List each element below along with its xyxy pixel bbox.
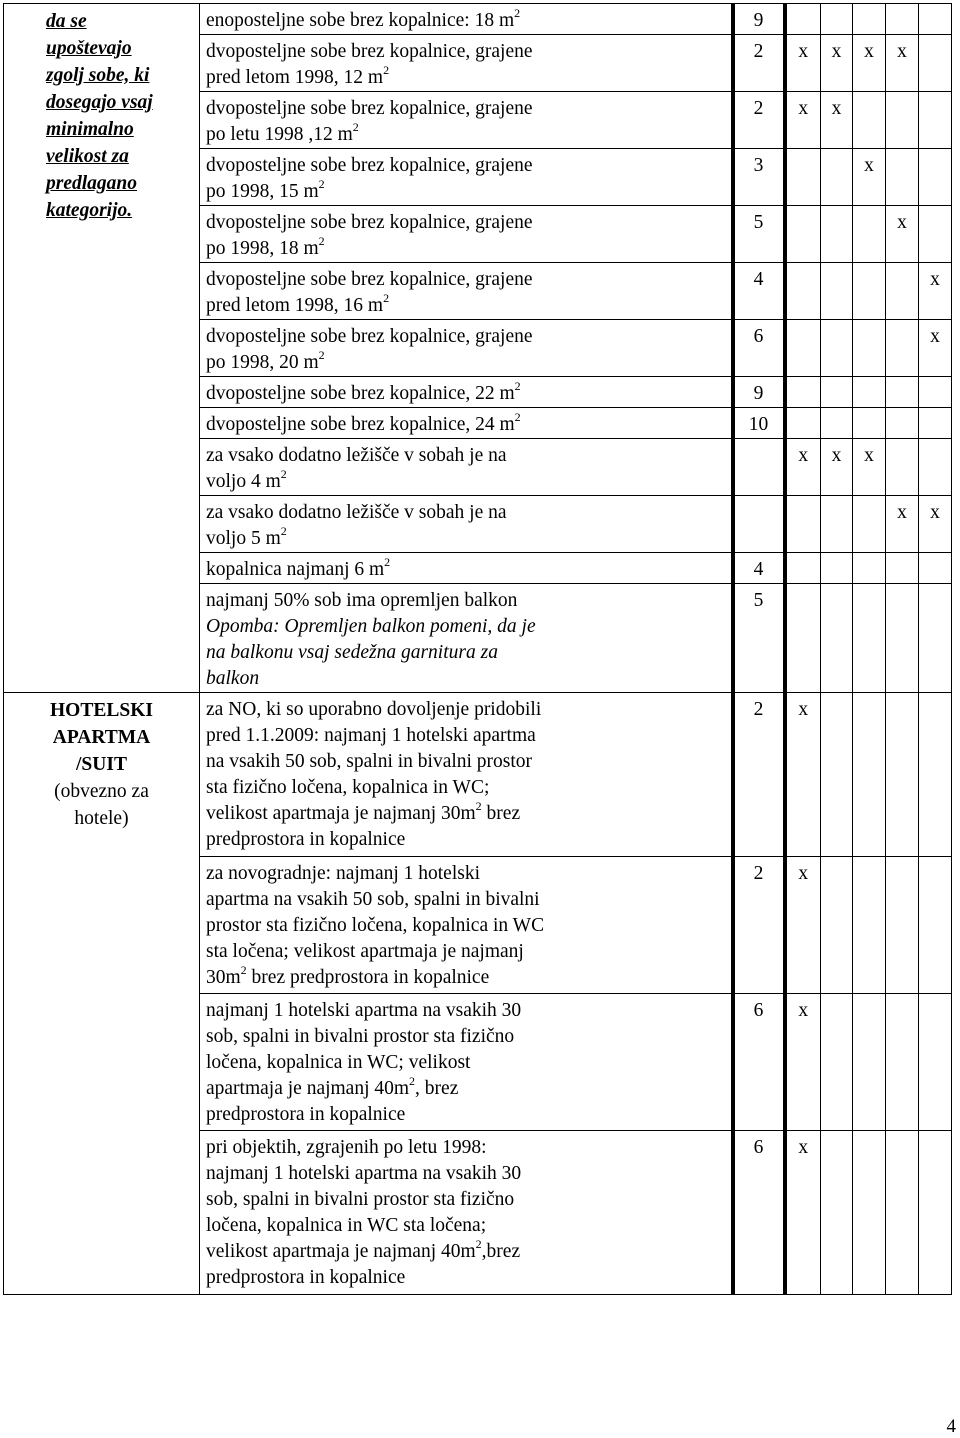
left-note	[4, 4, 199, 224]
category-4-mark	[886, 857, 919, 994]
criterion-line: velikost apartmaja je najmanj $40m^2,brez$	[206, 1236, 521, 1262]
category-1-mark	[785, 439, 821, 496]
category-5-mark	[919, 1131, 952, 1295]
category-5-mark	[919, 320, 952, 377]
category-3-mark	[853, 439, 886, 496]
points-cell	[733, 206, 785, 263]
category-2-mark	[821, 693, 853, 857]
hotel-section-cell	[4, 693, 200, 1295]
criterion-line: za vsako dodatno ležišče v sobah je na	[206, 445, 507, 466]
left-note-line: predlagano	[46, 173, 138, 194]
mark-value: x	[831, 41, 842, 62]
criterion-line: po letu 1998 ,12 $m^2$	[206, 119, 359, 145]
category-2-mark	[821, 584, 853, 693]
category-1-mark	[785, 553, 821, 584]
category-4-mark	[886, 92, 919, 149]
criterion-description	[200, 584, 733, 693]
category-4-mark	[886, 320, 919, 377]
category-4-mark	[886, 584, 919, 693]
points-cell	[733, 1131, 785, 1295]
criterion-line: za NO, ki so uporabno dovoljenje pridobili	[206, 699, 542, 720]
points-value: 10	[748, 414, 769, 435]
criterion-description	[200, 553, 733, 584]
note-line: Opomba: Opremljen balkon pomeni, da je	[206, 616, 536, 637]
points-cell	[733, 92, 785, 149]
left-note-line: dosegajo vsaj	[46, 92, 153, 113]
criteria-table	[3, 3, 952, 1295]
category-4-mark	[886, 149, 919, 206]
criterion-description	[200, 320, 733, 377]
criterion-line: sta ločena; velikost apartmaja je najmanj	[206, 941, 524, 962]
category-4-mark	[886, 693, 919, 857]
category-5-mark	[919, 994, 952, 1131]
criterion-line: sta fizično ločena, kopalnica in WC;	[206, 777, 490, 798]
category-2-mark	[821, 496, 853, 553]
category-3-mark	[853, 206, 886, 263]
points-cell	[733, 693, 785, 857]
left-note-line: upoštevajo	[46, 38, 132, 59]
criterion-line: po 1998, 20 $m^2$	[206, 347, 325, 373]
criterion-line: dvoposteljne sobe brez kopalnice, 22 $m^2$	[206, 378, 521, 404]
criterion-line: za vsako dodatno ležišče v sobah je na	[206, 502, 507, 523]
criterion-description	[200, 206, 733, 263]
category-4-mark	[886, 4, 919, 35]
category-3-mark	[853, 408, 886, 439]
points-cell	[733, 4, 785, 35]
points-cell	[733, 35, 785, 92]
criterion-line: dvoposteljne sobe brez kopalnice, grajene	[206, 98, 533, 119]
criterion-line: voljo 5 $m^2$	[206, 523, 287, 549]
note-line: na balkonu vsaj sedežna garnitura za	[206, 642, 498, 663]
criterion-line: pred letom 1998, 12 $m^2$	[206, 62, 390, 88]
mark-value: x	[897, 502, 907, 523]
criterion-description	[200, 693, 733, 857]
category-4-mark	[886, 206, 919, 263]
category-1-mark	[785, 584, 821, 693]
criterion-line: na vsakih 50 sob, spalni in bivalni prostor	[206, 751, 533, 772]
category-1-mark	[785, 408, 821, 439]
category-5-mark	[919, 439, 952, 496]
points-value: 9	[753, 10, 764, 31]
criterion-line: apartma na vsakih 50 sob, spalni in bivalni	[206, 889, 540, 910]
points-value: 5	[753, 212, 764, 233]
category-4-mark	[886, 263, 919, 320]
category-2-mark	[821, 553, 853, 584]
criterion-description	[200, 35, 733, 92]
category-3-mark	[853, 496, 886, 553]
category-5-mark	[919, 4, 952, 35]
points-value: 5	[753, 590, 764, 611]
mark-value: x	[798, 1000, 809, 1021]
criterion-line: najmanj 50% sob ima opremljen balkon	[206, 590, 518, 611]
category-1-mark	[785, 496, 821, 553]
category-4-mark	[886, 439, 919, 496]
criterion-line: prostor sta fizično ločena, kopalnica in WC	[206, 915, 545, 936]
points-value: 2	[753, 98, 764, 119]
category-3-mark	[853, 4, 886, 35]
category-4-mark	[886, 553, 919, 584]
category-2-mark	[821, 263, 853, 320]
criterion-line: najmanj 1 hotelski apartma na vsakih 30	[206, 1163, 522, 1184]
criterion-line: predprostora in kopalnice	[206, 1267, 406, 1288]
mark-value: x	[897, 212, 907, 233]
page-number: 4	[946, 1416, 956, 1437]
criterion-line: pri objektih, zgrajenih po letu 1998:	[206, 1137, 487, 1158]
category-2-mark	[821, 4, 853, 35]
points-value: 2	[753, 699, 764, 720]
points-cell	[733, 496, 785, 553]
category-2-mark	[821, 149, 853, 206]
left-note-line: velikost za	[46, 146, 129, 167]
points-cell	[733, 149, 785, 206]
points-cell	[733, 320, 785, 377]
points-value: 6	[753, 326, 764, 347]
mark-value: x	[831, 98, 842, 119]
category-3-mark	[853, 92, 886, 149]
points-cell	[733, 584, 785, 693]
criterion-line: pred 1.1.2009: najmanj 1 hotelski apartma	[206, 725, 536, 746]
category-1-mark	[785, 1131, 821, 1295]
category-4-mark	[886, 408, 919, 439]
criterion-line: dvoposteljne sobe brez kopalnice, grajene	[206, 41, 533, 62]
category-3-mark	[853, 857, 886, 994]
points-value: 2	[753, 863, 764, 884]
category-5-mark	[919, 553, 952, 584]
category-3-mark	[853, 553, 886, 584]
category-4-mark	[886, 1131, 919, 1295]
left-note-line: minimalno	[46, 119, 134, 140]
criterion-line: dvoposteljne sobe brez kopalnice, grajene	[206, 212, 533, 233]
points-value: 2	[753, 41, 764, 62]
mark-value: x	[930, 269, 940, 290]
criterion-line: najmanj 1 hotelski apartma na vsakih 30	[206, 1000, 522, 1021]
mark-value: x	[798, 445, 809, 466]
criterion-line: kopalnica najmanj 6 $m^2$	[206, 554, 391, 580]
points-value: 4	[753, 269, 764, 290]
category-3-mark	[853, 377, 886, 408]
criterion-description	[200, 1131, 733, 1295]
category-5-mark	[919, 149, 952, 206]
points-cell	[733, 263, 785, 320]
category-1-mark	[785, 320, 821, 377]
category-3-mark	[853, 693, 886, 857]
hotel-title-line: HOTELSKI	[50, 700, 153, 721]
left-note-line: da se	[46, 11, 87, 32]
criterion-line: ločena, kopalnica in WC sta ločena;	[206, 1215, 487, 1236]
category-4-mark	[886, 35, 919, 92]
category-2-mark	[821, 439, 853, 496]
category-3-mark	[853, 320, 886, 377]
category-3-mark	[853, 994, 886, 1131]
criterion-line: voljo 4 $m^2$	[206, 466, 287, 492]
hotel_row-row	[4, 693, 952, 857]
criterion-line: apartmaja je najmanj $40m^2$, brez	[206, 1073, 459, 1099]
criterion-line: po 1998, 18 $m^2$	[206, 233, 325, 259]
category-5-mark	[919, 857, 952, 994]
hotel-subtitle-line: hotele)	[74, 808, 129, 829]
category-1-mark	[785, 263, 821, 320]
row-row	[4, 4, 952, 35]
mark-value: x	[798, 699, 809, 720]
category-4-mark	[886, 994, 919, 1131]
category-5-mark	[919, 496, 952, 553]
criterion-line: dvoposteljne sobe brez kopalnice, grajene	[206, 326, 533, 347]
points-value: 3	[753, 155, 764, 176]
category-5-mark	[919, 263, 952, 320]
category-3-mark	[853, 149, 886, 206]
category-5-mark	[919, 35, 952, 92]
criterion-line: po 1998, 15 $m^2$	[206, 176, 325, 202]
category-1-mark	[785, 149, 821, 206]
points-value: 6	[753, 1000, 764, 1021]
criterion-description	[200, 994, 733, 1131]
category-5-mark	[919, 408, 952, 439]
category-2-mark	[821, 35, 853, 92]
category-2-mark	[821, 206, 853, 263]
category-1-mark	[785, 35, 821, 92]
criterion-description	[200, 408, 733, 439]
points-value: 9	[753, 383, 764, 404]
category-1-mark	[785, 857, 821, 994]
hotel-title-line: APARTMA	[52, 727, 151, 748]
hotel-section-title	[4, 693, 199, 832]
hotel-subtitle-line: (obvezno za	[54, 781, 149, 802]
category-2-mark	[821, 994, 853, 1131]
criterion-description	[200, 4, 733, 35]
category-5-mark	[919, 693, 952, 857]
criterion-line: predprostora in kopalnice	[206, 829, 406, 850]
criterion-line: pred letom 1998, 16 $m^2$	[206, 290, 390, 316]
points-value: 4	[753, 559, 764, 580]
criterion-description	[200, 857, 733, 994]
criterion-description	[200, 263, 733, 320]
mark-value: x	[831, 445, 842, 466]
criterion-description	[200, 149, 733, 206]
criterion-line: dvoposteljne sobe brez kopalnice, 24 $m^2$	[206, 409, 521, 435]
category-3-mark	[853, 1131, 886, 1295]
criterion-line: dvoposteljne sobe brez kopalnice, grajene	[206, 155, 533, 176]
mark-value: x	[864, 445, 874, 466]
criterion-line: enoposteljne sobe brez kopalnice: 18 $m^2$	[206, 5, 521, 31]
mark-value: x	[798, 98, 809, 119]
points-cell	[733, 857, 785, 994]
category-1-mark	[785, 92, 821, 149]
category-3-mark	[853, 584, 886, 693]
category-2-mark	[821, 857, 853, 994]
points-cell	[733, 439, 785, 496]
category-5-mark	[919, 206, 952, 263]
category-2-mark	[821, 408, 853, 439]
category-2-mark	[821, 1131, 853, 1295]
points-value: 6	[753, 1137, 764, 1158]
left-note-cell	[4, 4, 200, 693]
category-3-mark	[853, 35, 886, 92]
mark-value: x	[798, 863, 809, 884]
category-4-mark	[886, 496, 919, 553]
category-1-mark	[785, 994, 821, 1131]
category-2-mark	[821, 377, 853, 408]
criterion-line: $30m^2$ brez predprostora in kopalnice	[206, 962, 490, 988]
category-1-mark	[785, 206, 821, 263]
category-5-mark	[919, 92, 952, 149]
criterion-line: ločena, kopalnica in WC; velikost	[206, 1052, 471, 1073]
criterion-line: sob, spalni in bivalni prostor sta fizično	[206, 1189, 515, 1210]
mark-value: x	[930, 326, 940, 347]
criterion-description	[200, 377, 733, 408]
mark-value: x	[864, 155, 874, 176]
criterion-description	[200, 439, 733, 496]
points-cell	[733, 408, 785, 439]
points-cell	[733, 553, 785, 584]
category-5-mark	[919, 584, 952, 693]
category-1-mark	[785, 693, 821, 857]
mark-value: x	[864, 41, 874, 62]
category-2-mark	[821, 92, 853, 149]
points-cell	[733, 377, 785, 408]
criterion-description	[200, 92, 733, 149]
category-1-mark	[785, 377, 821, 408]
left-note-line: kategorijo.	[46, 200, 133, 221]
category-5-mark	[919, 377, 952, 408]
mark-value: x	[930, 502, 940, 523]
criterion-line: predprostora in kopalnice	[206, 1104, 406, 1125]
mark-value: x	[897, 41, 907, 62]
mark-value: x	[798, 1137, 809, 1158]
category-4-mark	[886, 377, 919, 408]
left-note-line: zgolj sobe, ki	[46, 65, 150, 86]
criterion-line: sob, spalni in bivalni prostor sta fizično	[206, 1026, 515, 1047]
hotel-title-line: /SUIT	[76, 754, 127, 775]
category-2-mark	[821, 320, 853, 377]
criterion-line: dvoposteljne sobe brez kopalnice, grajene	[206, 269, 533, 290]
category-3-mark	[853, 263, 886, 320]
mark-value: x	[798, 41, 809, 62]
criterion-line: velikost apartmaja je najmanj $30m^2$ brez	[206, 798, 521, 824]
note-line: balkon	[206, 668, 260, 689]
criterion-description	[200, 496, 733, 553]
category-1-mark	[785, 4, 821, 35]
criterion-line: za novogradnje: najmanj 1 hotelski	[206, 863, 481, 884]
points-cell	[733, 994, 785, 1131]
